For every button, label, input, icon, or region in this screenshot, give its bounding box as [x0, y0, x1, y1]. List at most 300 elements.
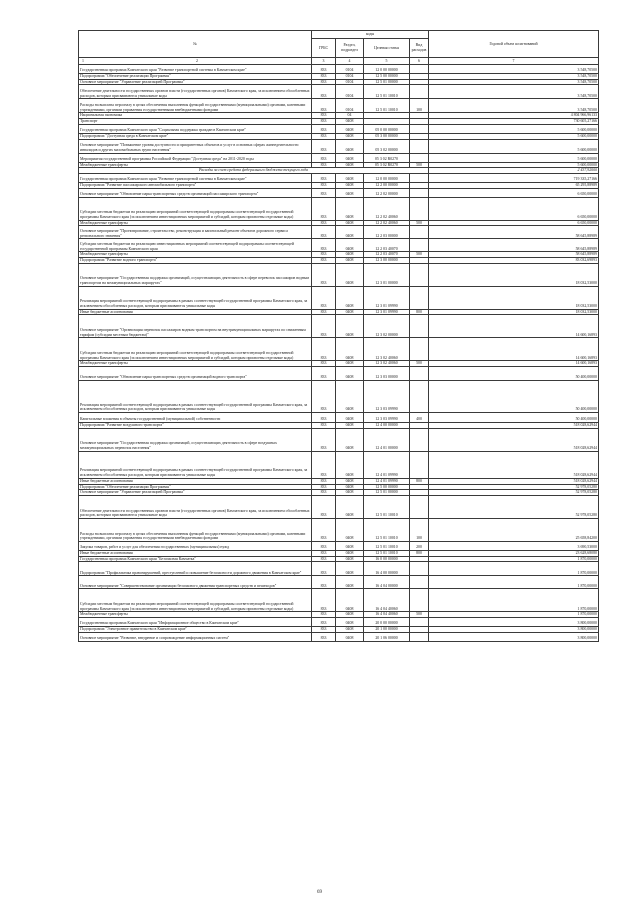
row-grbs: 833 — [312, 576, 336, 589]
table-row — [79, 124, 599, 133]
row-grbs: 833 — [312, 338, 336, 361]
row-name: Основное мероприятие "Управление реализацией Программы" — [79, 79, 312, 85]
row-amount: 18 032,53000 — [429, 309, 599, 315]
table-row — [79, 286, 599, 309]
row-grbs: 833 — [312, 556, 336, 562]
row-amount: 3 800,00000 — [429, 618, 599, 627]
row-name: Подпрограмма "Развитие воздушного транспорта" — [79, 423, 312, 429]
row-amount: 5 600,00000 — [429, 162, 599, 168]
row-amount: 1 870,00000 — [429, 556, 599, 562]
row-grbs: 833 — [312, 478, 336, 484]
table-row — [79, 541, 599, 550]
row-grbs: 833 — [312, 113, 336, 119]
row-target-article: 12 5 01 00000 — [364, 490, 410, 496]
row-target-article: 12 3 01 00000 — [364, 263, 410, 286]
row-name: Мероприятия государственной программы Российской Федерации "Доступная среда" на 2011-2020 годы — [79, 153, 312, 162]
row-expense-type: 100 — [410, 518, 429, 541]
row-razdel: 0408 — [336, 124, 364, 133]
row-target-article: 12 0 00 00000 — [364, 65, 410, 74]
row-expense-type — [410, 286, 429, 309]
row-target-article: 12 5 01 10010 — [364, 541, 410, 550]
row-target-article: 20 1 06 00000 — [364, 632, 410, 641]
row-target-article: 16 4 04 00000 — [364, 576, 410, 589]
table-row — [79, 315, 599, 338]
row-amount: 14 600,16893 — [429, 315, 599, 338]
row-target-article: 16 4 04 40060 — [364, 589, 410, 612]
row-amount: 65 295,88989 — [429, 182, 599, 188]
row-grbs: 833 — [312, 627, 336, 633]
row-expense-type: 100 — [410, 99, 429, 113]
row-target-article: 12 3 02 40060 — [364, 361, 410, 367]
row-name: Подпрограмма "Обеспечение реализации Программы" — [79, 484, 312, 490]
row-razdel: 0408 — [336, 423, 364, 429]
row-name: Основное мероприятие "Государственная поддержка организаций, осуществляющих деятельность в сфере воздушных межмуниципальных перевозок населения" — [79, 428, 312, 451]
row-expense-type — [410, 153, 429, 162]
row-target-article: 12 3 01 09990 — [364, 309, 410, 315]
row-name: Национальная экономика — [79, 113, 312, 119]
row-target-article: 12 3 02 00000 — [364, 315, 410, 338]
row-expense-type — [410, 428, 429, 451]
row-grbs: 833 — [312, 381, 336, 413]
row-grbs: 833 — [312, 99, 336, 113]
table-row — [79, 451, 599, 478]
row-target-article: 12 4 01 09990 — [364, 478, 410, 484]
funding-source-note: Расходы за счет средств федерального бюджета текущего года — [79, 168, 429, 174]
table-row — [79, 65, 599, 74]
row-razdel: 0408 — [336, 153, 364, 162]
table-row — [79, 413, 599, 423]
row-grbs: 833 — [312, 286, 336, 309]
row-name: Транспорт — [79, 119, 312, 125]
row-expense-type — [410, 367, 429, 381]
row-grbs: 833 — [312, 550, 336, 556]
row-expense-type — [410, 451, 429, 478]
header-grbs: ГРБС — [312, 39, 336, 58]
row-razdel: 0408 — [336, 589, 364, 612]
row-target-article: 12 3 03 09990 — [364, 381, 410, 413]
row-razdel: 0408 — [336, 139, 364, 153]
row-expense-type — [410, 65, 429, 74]
row-target-article: 16 0 00 00000 — [364, 556, 410, 562]
row-grbs: 833 — [312, 612, 336, 618]
row-name: Субсидии местным бюджетам на реализацию мероприятий соответствующей подпрограммы соответствующей государственной программы Камчатского края (за исключением инвестиционных мероприятий и субсидий, которым присвоены отдельные коды) — [79, 338, 312, 361]
row-grbs: 833 — [312, 65, 336, 74]
row-expense-type: 500 — [410, 162, 429, 168]
table-row — [79, 562, 599, 576]
row-razdel: 0408 — [336, 188, 364, 197]
column-number: 3 — [312, 58, 336, 65]
column-number-label: 2 — [196, 59, 198, 64]
row-name: Государственная программа Камчатского края "Развитие транспортной системы в Камчатском крае" — [79, 65, 312, 74]
row-expense-type: 400 — [410, 413, 429, 423]
row-expense-type — [410, 173, 429, 182]
row-grbs: 833 — [312, 413, 336, 423]
row-grbs: 833 — [312, 119, 336, 125]
row-name: Основное мероприятие "Развитие, внедрение и сопровождение информационных систем" — [79, 632, 312, 641]
row-name: Межбюджетные трансферты — [79, 252, 312, 258]
row-amount: 14 600,16893 — [429, 338, 599, 361]
row-target-article: 05 3 02 R0270 — [364, 162, 410, 168]
row-name: Основное мероприятие "Обновление парка транспортных средств организаций водного транспорта" — [79, 367, 312, 381]
row-name: Государственная программа Камчатского края "Социальная поддержка граждан в Камчатском крае" — [79, 124, 312, 133]
row-grbs: 833 — [312, 220, 336, 226]
row-grbs: 833 — [312, 133, 336, 139]
row-amount: 518 028,62944 — [429, 451, 599, 478]
row-grbs: 833 — [312, 85, 336, 99]
row-target-article: 12 5 01 10010 — [364, 85, 410, 99]
row-amount: 83 032,69893 — [429, 258, 599, 264]
row-grbs: 833 — [312, 428, 336, 451]
row-razdel: 0408 — [336, 612, 364, 618]
row-razdel: 0408 — [336, 490, 364, 496]
row-target-article: 12 5 01 10010 — [364, 518, 410, 541]
row-razdel: 0408 — [336, 286, 364, 309]
row-target-article: 12 2 03 00000 — [364, 226, 410, 239]
row-expense-type: 500 — [410, 252, 429, 258]
row-target-article: 12 2 02 40060 — [364, 197, 410, 220]
row-target-article: 12 5 01 10010 — [364, 495, 410, 518]
row-grbs: 833 — [312, 562, 336, 576]
row-amount: 6 650,00000 — [429, 197, 599, 220]
row-amount: 3 548,70500 — [429, 99, 599, 113]
row-grbs: 833 — [312, 173, 336, 182]
row-expense-type: 500 — [410, 612, 429, 618]
row-expense-type: 800 — [410, 478, 429, 484]
row-razdel: 0408 — [336, 632, 364, 641]
row-expense-type: 500 — [410, 220, 429, 226]
row-amount: 518 028,62944 — [429, 423, 599, 429]
row-grbs: 833 — [312, 153, 336, 162]
row-razdel: 0408 — [336, 220, 364, 226]
row-expense-type — [410, 632, 429, 641]
row-name: Субсидии местным бюджетам на реализацию инвестиционных мероприятий соответствующей подпрограммы соответствующей государственной программы Камчатского края — [79, 239, 312, 252]
row-name: Основное мероприятие "Организация перевозок пассажиров водным транспортом на внутримуниципальных маршрутах по сниженным тарифам (субсидии местным бюджетам)" — [79, 315, 312, 338]
row-razdel: 0408 — [336, 367, 364, 381]
column-number — [79, 58, 312, 65]
row-name: Иные бюджетные ассигнования — [79, 309, 312, 315]
row-name: Субсидии местным бюджетам на реализацию мероприятий соответствующей подпрограммы соответствующей государственной программы Камчатского края (за исключением инвестиционных мероприятий и субсидий, которым присвоены отдельные коды) — [79, 197, 312, 220]
table-row — [79, 632, 599, 641]
table-row — [79, 618, 599, 627]
row-razdel: 04 — [336, 113, 364, 119]
table-header — [79, 31, 599, 58]
row-amount: 50 400,00000 — [429, 413, 599, 423]
row-grbs: 833 — [312, 315, 336, 338]
row-grbs: 833 — [312, 423, 336, 429]
row-razdel: 0408 — [336, 556, 364, 562]
row-name: Обеспечение деятельности государственных органов власти (государственных органов) Камчатского края, за исключением обособленных расходов, которым присваиваются уникальные коды — [79, 495, 312, 518]
row-expense-type — [410, 618, 429, 627]
row-name: Основное мероприятие "Проектирование, строительство, реконструкция и капитальный ремонт объектов дорожного сервиса регионального значения" — [79, 226, 312, 239]
row-grbs: 833 — [312, 124, 336, 133]
row-name: Межбюджетные трансферты — [79, 361, 312, 367]
row-razdel: 0408 — [336, 361, 364, 367]
row-amount: 14 600,16893 — [429, 361, 599, 367]
row-amount: 52 978,05280 — [429, 495, 599, 518]
row-razdel: 0408 — [336, 239, 364, 252]
row-target-article: 12 5 00 00000 — [364, 484, 410, 490]
row-amount: 5 600,00000 — [429, 139, 599, 153]
row-name: Государственная программа Камчатского края "Информационное общество в Камчатском крае" — [79, 618, 312, 627]
row-target-article: 20 0 00 00000 — [364, 618, 410, 627]
row-amount: 3 548,70500 — [429, 74, 599, 80]
row-amount: 3 548,70500 — [429, 65, 599, 74]
row-name: Капитальные вложения в объекты государственной (муниципальной) собственности — [79, 413, 312, 423]
row-razdel: 0104 — [336, 65, 364, 74]
row-target-article: 12 4 00 00000 — [364, 423, 410, 429]
row-target-article: 20 1 00 00000 — [364, 627, 410, 633]
row-grbs: 833 — [312, 451, 336, 478]
row-amount: 3 548,70500 — [429, 85, 599, 99]
column-number: 6 — [410, 58, 429, 65]
row-name: Подпрограмма "Профилактика правонарушений, преступлений и повышение безопасности дорожного движения в Камчатском крае" — [79, 562, 312, 576]
row-razdel: 0408 — [336, 263, 364, 286]
table-row — [79, 85, 599, 99]
row-amount: 52 978,05280 — [429, 484, 599, 490]
page-number: 69 — [317, 890, 322, 895]
row-name: Реализация мероприятий соответствующей подпрограммы в рамках соответствующей государственной программы Камчатского края, за исключением обособленных расходов, которым присваиваются уникальные коды — [79, 381, 312, 413]
budget-table — [78, 30, 599, 642]
table-row — [79, 495, 599, 518]
row-expense-type — [410, 263, 429, 286]
row-target-article: 05 3 00 00000 — [364, 133, 410, 139]
row-amount: 4 804 966,96133 — [429, 113, 599, 119]
row-razdel: 0408 — [336, 338, 364, 361]
row-amount: 58 645,88989 — [429, 252, 599, 258]
table-row — [79, 99, 599, 113]
row-name: Обеспечение деятельности государственных органов власти (государственных органов) Камчатского края, за исключением обособленных расходов, которым присваиваются уникальные коды — [79, 85, 312, 99]
row-amount: 3 690,53000 — [429, 541, 599, 550]
row-name: Межбюджетные трансферты — [79, 612, 312, 618]
row-razdel: 0104 — [336, 85, 364, 99]
row-amount: 52 978,05280 — [429, 490, 599, 496]
header-name-number: № — [79, 31, 312, 58]
row-name: Государственная программа Камчатского края "Безопасная Камчатка" — [79, 556, 312, 562]
row-razdel: 0408 — [336, 627, 364, 633]
row-razdel: 0408 — [336, 495, 364, 518]
row-razdel: 0408 — [336, 413, 364, 423]
row-name: Подпрограмма "Развитие водного транспорта" — [79, 258, 312, 264]
row-amount: 6 650,00000 — [429, 188, 599, 197]
row-expense-type — [410, 338, 429, 361]
row-razdel: 0408 — [336, 252, 364, 258]
row-grbs: 833 — [312, 618, 336, 627]
row-name: Субсидии местным бюджетам на реализацию мероприятий соответствующей подпрограммы соответствующей государственной программы Камчатского края (за исключением инвестиционных мероприятий и субсидий, которым присвоены отдельные коды) — [79, 589, 312, 612]
row-grbs: 833 — [312, 589, 336, 612]
row-amount: 58 645,88989 — [429, 226, 599, 239]
row-target-article: 12 3 03 00000 — [364, 367, 410, 381]
row-expense-type: 800 — [410, 309, 429, 315]
row-amount: 50 400,00000 — [429, 381, 599, 413]
row-name: Подпрограмма "Доступная среда в Камчатском крае" — [79, 133, 312, 139]
row-name: Подпрограмма "Электронное правительство в Камчатском крае" — [79, 627, 312, 633]
row-expense-type: 200 — [410, 541, 429, 550]
row-grbs: 833 — [312, 309, 336, 315]
row-amount: 5 600,00000 — [429, 153, 599, 162]
row-name: Закупка товаров, работ и услуг для обеспечения государственных (муниципальных) нужд — [79, 541, 312, 550]
row-name: Основное мероприятие "Государственная поддержка организаций, осуществляющих деятельность в сфере перевозок пассажиров водным транспортом на межмуниципальных маршрутах" — [79, 263, 312, 286]
row-grbs: 833 — [312, 518, 336, 541]
row-target-article: 12 0 00 00000 — [364, 173, 410, 182]
row-razdel: 0408 — [336, 451, 364, 478]
row-razdel: 0408 — [336, 162, 364, 168]
row-razdel: 0408 — [336, 562, 364, 576]
row-target-article: 12 3 00 00000 — [364, 258, 410, 264]
row-amount: 1 870,00000 — [429, 576, 599, 589]
row-grbs: 833 — [312, 361, 336, 367]
row-razdel: 0104 — [336, 74, 364, 80]
header-celevaya: Целевая статья — [364, 39, 410, 58]
row-target-article: 12 3 01 09990 — [364, 286, 410, 309]
row-expense-type — [410, 139, 429, 153]
row-name: Основное мероприятие "Управление реализацией Программы" — [79, 490, 312, 496]
row-name: Реализация мероприятий соответствующей подпрограммы в рамках соответствующей государственной программы Камчатского края, за исключением обособленных расходов, которым присваиваются уникальные коды — [79, 286, 312, 309]
row-amount: 518 028,62944 — [429, 478, 599, 484]
table-row — [79, 239, 599, 252]
row-amount: 18 032,53000 — [429, 286, 599, 309]
row-grbs: 833 — [312, 263, 336, 286]
row-name: Межбюджетные трансферты — [79, 220, 312, 226]
row-target-article: 12 3 02 40060 — [364, 338, 410, 361]
row-grbs: 833 — [312, 495, 336, 518]
row-name: Иные бюджетные ассигнования — [79, 478, 312, 484]
row-expense-type — [410, 589, 429, 612]
row-target-article: 12 5 01 10010 — [364, 99, 410, 113]
row-razdel: 0408 — [336, 226, 364, 239]
row-target-article: 16 4 04 40060 — [364, 612, 410, 618]
row-grbs: 833 — [312, 197, 336, 220]
row-expense-type — [410, 85, 429, 99]
row-amount: 518 028,62944 — [429, 428, 599, 451]
row-razdel: 0408 — [336, 182, 364, 188]
row-target-article: 12 2 02 00000 — [364, 188, 410, 197]
table-row — [79, 188, 599, 197]
row-target-article: 12 5 00 00000 — [364, 74, 410, 80]
row-expense-type — [410, 124, 429, 133]
row-target-article: 12 2 02 40060 — [364, 220, 410, 226]
row-name: Иные бюджетные ассигнования — [79, 550, 312, 556]
table-row — [79, 173, 599, 182]
row-amount: 6 650,00000 — [429, 220, 599, 226]
row-target-article: 16 4 00 00000 — [364, 562, 410, 576]
table-row — [79, 589, 599, 612]
row-amount: 5 600,00000 — [429, 124, 599, 133]
row-amount: 18 032,53000 — [429, 263, 599, 286]
row-razdel: 0408 — [336, 484, 364, 490]
row-expense-type — [410, 315, 429, 338]
row-amount: 50 400,00000 — [429, 367, 599, 381]
row-name: Реализация мероприятий соответствующей подпрограммы в рамках соответствующей государственной программы Камчатского края, за исключением обособленных расходов, которым присваиваются уникальные коды — [79, 451, 312, 478]
header-vid: Вид расходов — [410, 39, 429, 58]
row-target-article: 12 2 00 00000 — [364, 182, 410, 188]
row-razdel: 0104 — [336, 79, 364, 85]
row-target-article: 12 5 01 00000 — [364, 79, 410, 85]
row-expense-type — [410, 226, 429, 239]
row-razdel: 0408 — [336, 173, 364, 182]
column-number: 4 — [336, 58, 364, 65]
table-row — [79, 428, 599, 451]
table-row — [79, 263, 599, 286]
row-amount: 1 870,00000 — [429, 612, 599, 618]
row-razdel: 0408 — [336, 478, 364, 484]
table-row — [79, 153, 599, 162]
row-grbs: 833 — [312, 490, 336, 496]
row-razdel: 0408 — [336, 550, 364, 556]
table-row — [79, 576, 599, 589]
row-razdel: 0408 — [336, 518, 364, 541]
row-grbs: 833 — [312, 252, 336, 258]
row-razdel: 0408 — [336, 541, 364, 550]
row-expense-type — [410, 188, 429, 197]
row-grbs: 833 — [312, 188, 336, 197]
row-amount: 23 628,68080 — [429, 550, 599, 556]
row-grbs: 833 — [312, 484, 336, 490]
row-razdel: 0408 — [336, 133, 364, 139]
row-grbs: 833 — [312, 162, 336, 168]
row-name: Основное мероприятие "Совершенствование организации безопасного движения транспортных средств и пешеходов" — [79, 576, 312, 589]
row-grbs: 833 — [312, 74, 336, 80]
row-razdel: 0408 — [336, 618, 364, 627]
table-row — [79, 518, 599, 541]
row-grbs: 833 — [312, 79, 336, 85]
table-row — [79, 367, 599, 381]
column-number-label: 1 — [82, 59, 84, 64]
row-razdel: 0104 — [336, 99, 364, 113]
row-amount: 5 600,00000 — [429, 133, 599, 139]
row-grbs: 833 — [312, 139, 336, 153]
row-expense-type — [410, 562, 429, 576]
row-expense-type: 800 — [410, 550, 429, 556]
header-total: Годовой объем ассигнований — [429, 31, 599, 58]
header-razdel: Раздел, подраздел — [336, 39, 364, 58]
row-razdel: 0408 — [336, 309, 364, 315]
row-razdel: 0408 — [336, 576, 364, 589]
row-name: Подпрограмма "Обеспечение реализации Программы" — [79, 74, 312, 80]
row-target-article: 05 0 00 00000 — [364, 124, 410, 133]
row-razdel: 0408 — [336, 119, 364, 125]
row-amount: 730 605,27166 — [429, 119, 599, 125]
row-amount: 58 645,88989 — [429, 239, 599, 252]
row-grbs: 833 — [312, 541, 336, 550]
row-grbs: 833 — [312, 632, 336, 641]
row-razdel: 0408 — [336, 428, 364, 451]
row-amount: 3 800,00000 — [429, 632, 599, 641]
column-number: 5 — [364, 58, 410, 65]
row-target-article: 12 4 01 09990 — [364, 451, 410, 478]
header-codes: коды — [312, 31, 429, 39]
row-expense-type — [410, 495, 429, 518]
row-name: Расходы на выплаты персоналу в целях обеспечения выполнения функций государственными (муниципальными) органами, казенными учреждениями, органами управления государственными внебюджетными фондами — [79, 99, 312, 113]
row-razdel: 0408 — [336, 381, 364, 413]
row-grbs: 833 — [312, 239, 336, 252]
row-name: Подпрограмма "Развитие пассажирского автомобильного транспорта" — [79, 182, 312, 188]
row-grbs: 833 — [312, 258, 336, 264]
row-name: Межбюджетные трансферты — [79, 162, 312, 168]
row-target-article: 05 3 02 R0270 — [364, 153, 410, 162]
row-amount: 1 870,00000 — [429, 562, 599, 576]
row-expense-type: 500 — [410, 361, 429, 367]
row-name: Основное мероприятие "Повышение уровня доступности и приоритетных объектов и услуг в основных сферах жизнедеятельности инвалидов и других маломобильных групп населения" — [79, 139, 312, 153]
row-name: Основное мероприятие "Обновление парка транспортных средств организаций пассажирского транспорта" — [79, 188, 312, 197]
table-body — [79, 58, 599, 642]
row-razdel: 0408 — [336, 315, 364, 338]
row-target-article: 12 2 03 40070 — [364, 239, 410, 252]
row-amount: 1 870,00000 — [429, 589, 599, 612]
row-razdel: 0408 — [336, 197, 364, 220]
table-row — [79, 197, 599, 220]
row-target-article: 12 5 01 10010 — [364, 550, 410, 556]
row-razdel: 0408 — [336, 258, 364, 264]
